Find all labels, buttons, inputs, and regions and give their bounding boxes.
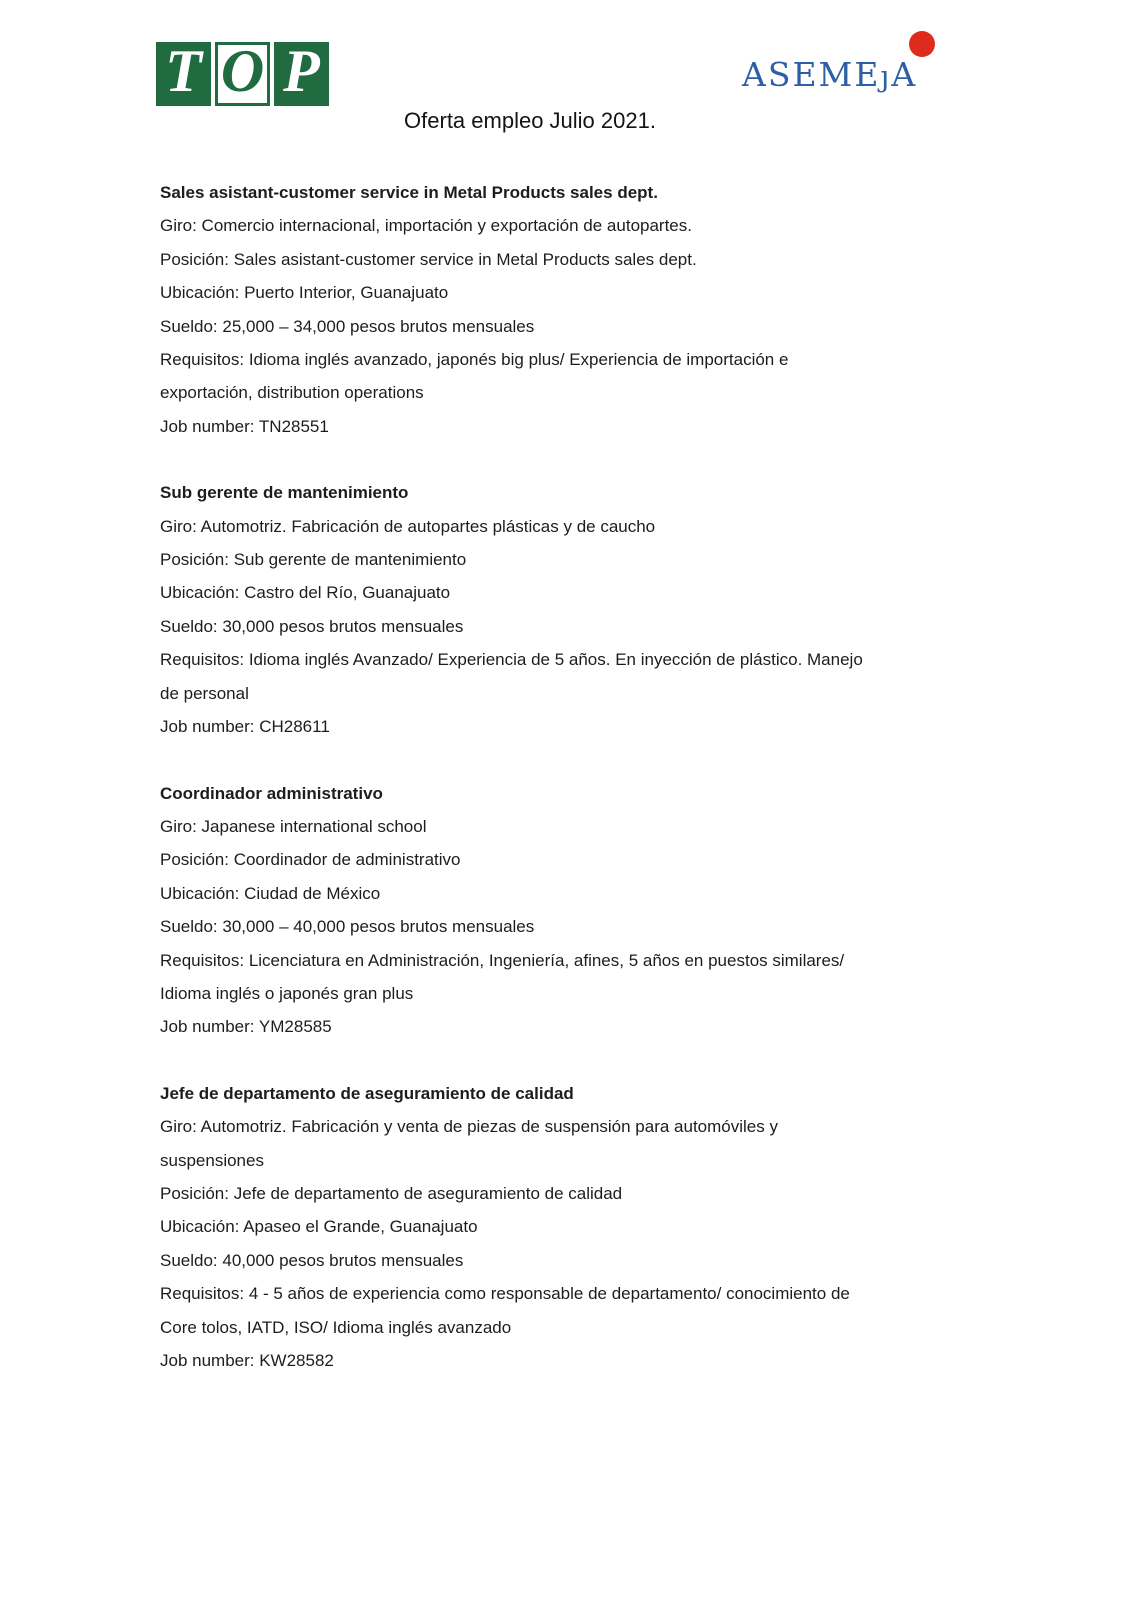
job-line-ubicacion: Ubicación: Castro del Río, Guanajuato — [160, 583, 451, 603]
job-line-requisitos: Requisitos: Licenciatura en Administración, Ingeniería, afines, 5 años en puestos similares/ — [160, 950, 845, 970]
top-logo — [156, 38, 329, 106]
asemeja-text-part2: A — [891, 55, 918, 94]
job-line-giro: Giro: Automotriz. Fabricación y venta de piezas de suspensión para automóviles y — [160, 1117, 778, 1137]
job-line-requisitos-cont: exportación, distribution operations — [160, 383, 424, 403]
job-line-posicion: Posición: Sub gerente de mantenimiento — [160, 550, 467, 570]
job-line-sueldo: Sueldo: 40,000 pesos brutos mensuales — [160, 1250, 464, 1270]
job-line-posicion: Posición: Sales asistant-customer service in Metal Products sales dept. — [160, 249, 697, 269]
job-title: Jefe de departamento de aseguramiento de calidad — [160, 1083, 574, 1103]
document-header — [0, 0, 1131, 176]
job-line-ubicacion: Ubicación: Puerto Interior, Guanajuato — [160, 283, 449, 303]
job-line-job-number: Job number: TN28551 — [160, 416, 329, 436]
job-line-job-number: Job number: KW28582 — [160, 1351, 334, 1370]
job-line-requisitos: Requisitos: Idioma inglés avanzado, japonés big plus/ Experiencia de importación e — [160, 350, 789, 370]
job-line-job-number: Job number: CH28611 — [160, 717, 330, 737]
asemeja-text-part1: ASEME — [742, 55, 881, 94]
top-logo-letter-p: P — [274, 42, 329, 106]
job-list — [160, 176, 1060, 1377]
job-line-sueldo: Sueldo: 30,000 pesos brutos mensuales — [160, 616, 464, 636]
asemeja-red-dot-icon — [909, 31, 935, 57]
job-line-requisitos: Requisitos: 4 - 5 años de experiencia como responsable de departamento/ conocimiento de — [160, 1284, 850, 1304]
job-listing-3 — [160, 777, 1060, 1044]
job-line-job-number: Job number: YM28585 — [160, 1017, 332, 1037]
job-line-requisitos: Requisitos: Idioma inglés Avanzado/ Experiencia de 5 años. En inyección de plástico. Manejo — [160, 650, 863, 670]
top-logo-letter-t: T — [156, 42, 211, 106]
job-line-giro: Giro: Automotriz. Fabricación de autopartes plásticas y de caucho — [160, 516, 656, 536]
asemeja-j-glyph: ȷ — [880, 59, 892, 93]
job-listing-4 — [160, 1077, 1060, 1378]
job-line-posicion: Posición: Coordinador de administrativo — [160, 850, 461, 870]
job-title: Coordinador administrativo — [160, 783, 383, 803]
job-line-sueldo: Sueldo: 30,000 – 40,000 pesos brutos mensuales — [160, 917, 535, 937]
job-line-requisitos-cont: de personal — [160, 683, 249, 703]
job-line-giro: Giro: Comercio internacional, importación y exportación de autopartes. — [160, 216, 692, 236]
job-line-posicion: Posición: Jefe de departamento de aseguramiento de calidad — [160, 1183, 623, 1203]
job-listing-2 — [160, 476, 1060, 743]
job-line-sueldo: Sueldo: 25,000 – 34,000 pesos brutos mensuales — [160, 316, 535, 336]
job-line-giro-cont: suspensiones — [160, 1150, 264, 1170]
job-title: Sub gerente de mantenimiento — [160, 483, 409, 503]
job-title: Sales asistant-customer service in Metal Products sales dept. — [160, 183, 658, 202]
asemeja-logo — [742, 31, 962, 103]
top-logo-letter-o: O — [215, 42, 270, 106]
job-listing-1 — [160, 176, 1060, 443]
job-line-giro: Giro: Japanese international school — [160, 816, 427, 836]
job-line-ubicacion: Ubicación: Apaseo el Grande, Guanajuato — [160, 1217, 478, 1237]
job-line-requisitos-cont: Core tolos, IATD, ISO/ Idioma inglés avanzado — [160, 1317, 512, 1337]
job-line-requisitos-cont: Idioma inglés o japonés gran plus — [160, 983, 414, 1003]
page-title: Oferta empleo Julio 2021. — [404, 108, 656, 133]
job-line-ubicacion: Ubicación: Ciudad de México — [160, 883, 381, 903]
